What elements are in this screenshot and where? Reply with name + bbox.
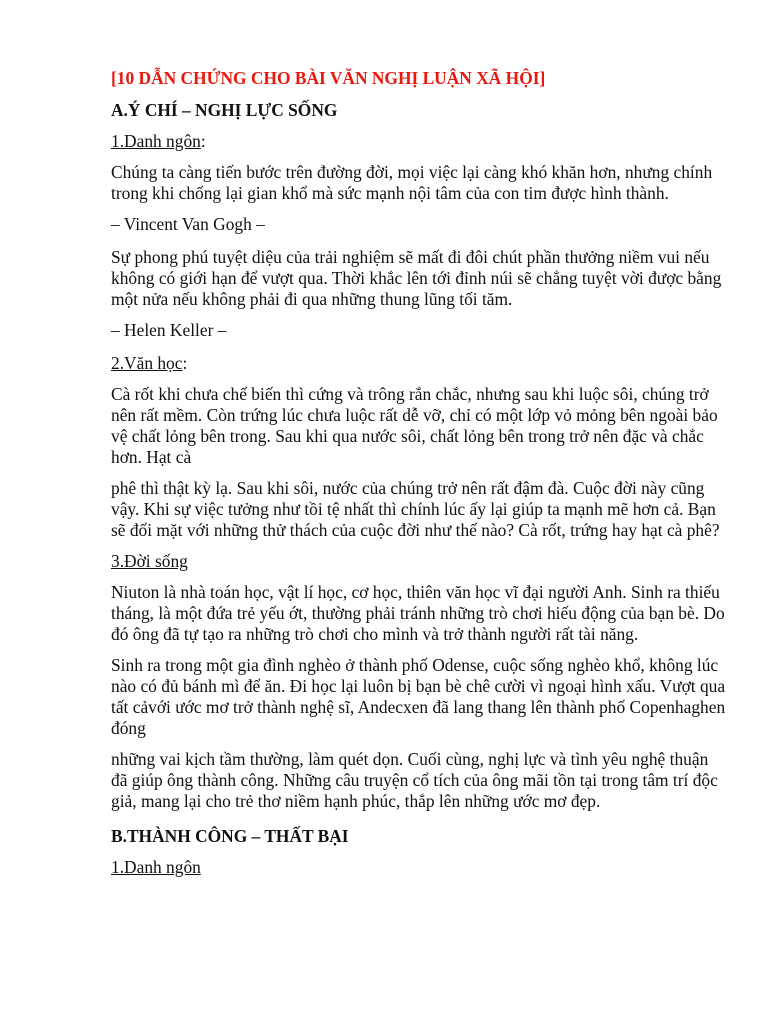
- quote-van-gogh: Chúng ta càng tiến bước trên đường đời, mọi việc lại càng khó khăn hơn, nhưng chính trong khi chống lại gian khổ mà sức mạnh nội tâm của con tim được hình thành.: [111, 162, 713, 203]
- sub2-suffix: :: [182, 353, 188, 373]
- literature-paragraph-1: Cà rốt khi chưa chế biến thì cứng và trông rắn chắc, nhưng sau khi luộc sôi, chúng trở nên rất mềm. Còn trứng lúc chưa luộc rất dễ vỡ, chỉ có một lớp vỏ mỏng bên ngoài bảo vệ chất lỏng bên trong. Sau khi qua nước sôi, chất lỏng bên trong trở nên đặc và chắc hơn. Hạt cà: [111, 384, 718, 467]
- author-helen-keller: – Helen Keller –: [111, 320, 227, 340]
- section-a-sub1: [111, 131, 726, 152]
- quote-helen-keller: Sự phong phú tuyệt diệu của trải nghiệm sẽ mất đi đôi chút phần thưởng niềm vui nếu không có giới hạn để vượt qua. Thời khắc lên tới đỉnh núi sẽ chẳng tuyệt vời được bằng một nửa nếu không phải đi qua những thung lũng tối tăm.: [111, 247, 722, 309]
- document-page: [111, 64, 726, 888]
- section-b-heading: B.THÀNH CÔNG – THẤT BẠI: [111, 826, 349, 846]
- sub1-suffix: :: [200, 131, 206, 151]
- section-b-sub1: [111, 857, 726, 878]
- section-a-sub3: [111, 551, 726, 572]
- sub1-label: 1.Danh ngôn: [111, 131, 201, 151]
- sub2-label: 2.Văn học: [111, 353, 183, 373]
- section-a-heading: A.Ý CHÍ – NGHỊ LỰC SỐNG: [111, 100, 338, 120]
- section-a-sub2: [111, 353, 726, 374]
- life-paragraph-andersen-2: những vai kịch tầm thường, làm quét dọn. Cuối cùng, nghị lực và tình yêu nghệ thuận đã giúp ông thành công. Những câu truyện cổ tích của ông mãi tồn tại trong tâm trí độc giả, mang lại cho trẻ thơ niềm hạnh phúc, thắp lên những ước mơ đẹp.: [111, 749, 718, 811]
- life-paragraph-andersen-1: Sinh ra trong một gia đình nghèo ở thành phố Odense, cuộc sống nghèo khổ, không lúc nào có đủ bánh mì để ăn. Đi học lại luôn bị bạn bè chê cười vì ngoại hình xấu. Vượt qua tất cảvới ước mơ trở thành nghệ sĩ, Andecxen đã lang thang lên thành phố Copenhaghen đóng: [111, 655, 726, 738]
- document-title: [10 DẪN CHỨNG CHO BÀI VĂN NGHỊ LUẬN XÃ HỘI]: [111, 68, 546, 88]
- author-van-gogh: – Vincent Van Gogh –: [111, 214, 265, 234]
- sub3-label: 3.Đời sống: [111, 551, 188, 571]
- section-b-sub1-label: 1.Danh ngôn: [111, 857, 201, 877]
- literature-paragraph-2: phê thì thật kỳ lạ. Sau khi sôi, nước của chúng trở nên rất đậm đà. Cuộc đời này cũng vậy. Khi sự việc tưởng như tồi tệ nhất thì chính lúc ấy lại giúp ta mạnh mẽ hơn cả. Bạn sẽ đối mặt với những thử thách của cuộc đời như thế nào? Cà rốt, trứng hay hạt cà phê?: [111, 478, 720, 540]
- life-paragraph-newton: Niuton là nhà toán học, vật lí học, cơ học, thiên văn học vĩ đại người Anh. Sinh ra thiếu tháng, là một đứa trẻ yếu ớt, thường phải tránh những trò chơi hiếu động của bạn bè. Do đó ông đã tự tạo ra những trò chơi cho mình và trở thành người rất tài năng.: [111, 582, 725, 644]
